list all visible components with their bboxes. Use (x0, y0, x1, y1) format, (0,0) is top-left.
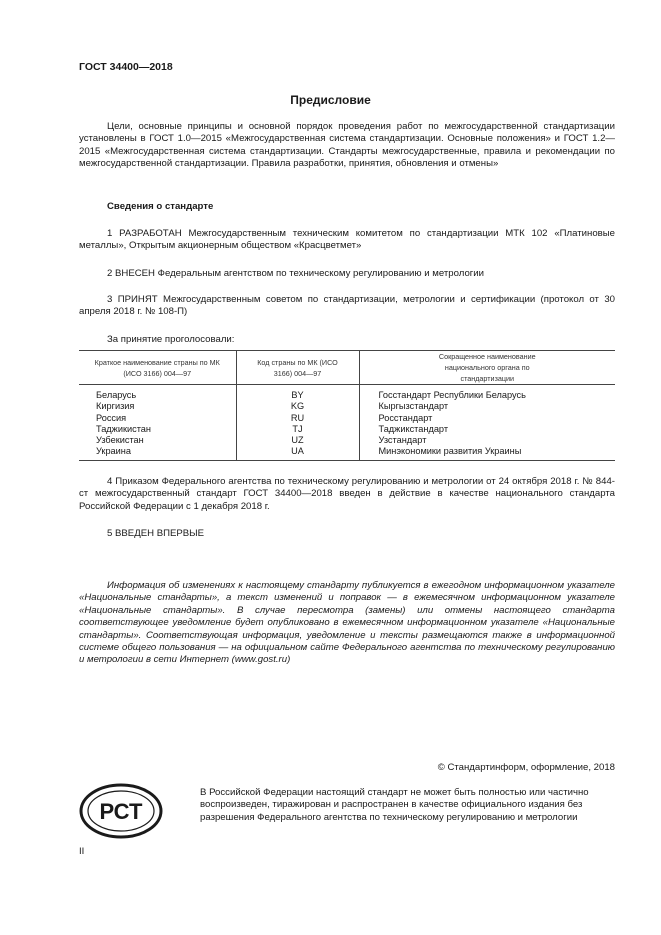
page-title: Предисловие (290, 93, 371, 107)
rst-logo-icon (79, 783, 163, 839)
table-row: Таджикистан TJ Таджикстандарт (79, 424, 615, 435)
item-developed: 1 РАЗРАБОТАН Межгосударственным техническим комитетом по стандартизации МТК 102 «Платиновые металлы», Открытым акционерным обществом «Красцветмет» (79, 228, 615, 252)
page-number: II (79, 846, 85, 857)
table-header-code: Код страны по МК (ИСО 3166) 004—97 (236, 351, 359, 385)
item-enacted: 4 Приказом Федерального агентства по техническому регулированию и метрологии от 24 октября 2018 г. № 844-ст межгосударственный стандарт ГОСТ 34400—2018 введен в действие в качестве национального стандарта Российской Федерации с 1 декабря 2018 г. (79, 476, 615, 512)
intro-paragraph: Цели, основные принципы и основной порядок проведения работ по межгосударственной стандартизации установлены в ГОСТ 1.0—2015 «Межгосударственная система стандартизации. Основные положения» и ГОСТ 1.2—2015 «Межгосударственная система стандартизации. Стандарты межгосударственные, правила и рекомендации по межгосударственной стандартизации. Правила разработки, принятия, обновления и отмены» (79, 121, 615, 170)
table-row: Россия RU Росстандарт (79, 413, 615, 424)
logo-text: РСТ (99, 799, 143, 824)
table-row: Беларусь BY Госстандарт Республики Беларусь (79, 385, 615, 402)
item-first-introduced: 5 ВВЕДЕН ВПЕРВЫЕ (107, 528, 205, 539)
voted-label: За принятие проголосовали: (107, 334, 235, 345)
section-heading: Сведения о стандарте (107, 201, 214, 212)
table-header-body: Сокращенное наименование национального органа по стандартизации (359, 351, 615, 385)
voting-table (79, 350, 615, 461)
item-adopted: 3 ПРИНЯТ Межгосударственным советом по стандартизации, метрологии и сертификации (протокол от 30 апреля 2018 г. № 108-П) (79, 294, 615, 318)
table-row: Узбекистан UZ Узстандарт (79, 435, 615, 446)
document-header: ГОСТ 34400—2018 (79, 61, 173, 73)
table-row: Украина UA Минэкономики развития Украины (79, 446, 615, 460)
item-introduced: 2 ВНЕСЕН Федеральным агентством по техническому регулированию и метрологии (107, 268, 485, 279)
table-header-country: Краткое наименование страны по МК (ИСО 3166) 004—97 (79, 351, 236, 385)
copyright: © Стандартинформ, оформление, 2018 (437, 762, 615, 773)
table-row: Киргизия KG Кыргызстандарт (79, 401, 615, 412)
changes-info: Информация об изменениях к настоящему стандарту публикуется в ежегодном информационном указателе «Национальные стандарты», а текст изменений и поправок — в ежемесячном информационном указателе «Национальные стандарты». В случае пересмотра (замены) или отмены настоящего стандарта соответствующее уведомление будет опубликовано в ежемесячном информационном указателе «Национальные стандарты». Соответствующая информация, уведомление и тексты размещаются также в информационной системе общего пользования — на официальном сайте Федерального агентства по техническому регулированию и метрологии в сети Интернет (www.gost.ru) (79, 580, 615, 666)
reproduction-notice: В Российской Федерации настоящий стандарт не может быть полностью или частично воспроизведен, тиражирован и распространен в качестве официального издания без разрешения Федерального агентства по техническому регулированию и метрологии (200, 787, 589, 823)
